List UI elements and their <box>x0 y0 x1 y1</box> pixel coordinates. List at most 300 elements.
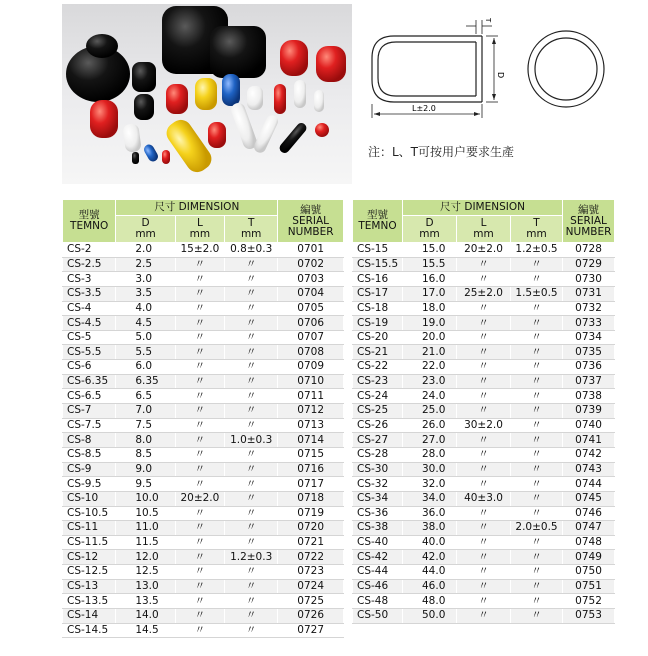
table-row <box>63 374 344 389</box>
table-row <box>63 550 344 565</box>
col-l-unit: mm <box>189 228 211 240</box>
cell-l: 〃 <box>175 345 224 360</box>
cell-model: CS-23 <box>353 374 403 389</box>
cell-t: 〃 <box>225 418 278 433</box>
cell-model: CS-16 <box>353 272 403 287</box>
cell-serial: 0707 <box>278 330 344 345</box>
cell-serial: 0705 <box>278 301 344 316</box>
table-row <box>353 389 615 404</box>
cell-t: 〃 <box>225 404 278 419</box>
cell-d: 20.0 <box>403 330 457 345</box>
cell-model: CS-8 <box>63 433 116 448</box>
cell-model: CS-38 <box>353 521 403 536</box>
cell-t: 〃 <box>511 330 563 345</box>
table-row <box>63 521 344 536</box>
cell-t: 〃 <box>225 257 278 272</box>
cell-d: 38.0 <box>403 521 457 536</box>
cell-t: 〃 <box>511 404 563 419</box>
cell-serial: 0709 <box>278 360 344 375</box>
cell-serial: 0717 <box>278 477 344 492</box>
cell-model: CS-2 <box>63 243 116 258</box>
cell-d: 3.5 <box>116 286 175 301</box>
cell-t: 〃 <box>225 535 278 550</box>
cell-t: 〃 <box>511 374 563 389</box>
cell-model: CS-7 <box>63 404 116 419</box>
cell-d: 36.0 <box>403 506 457 521</box>
table-row <box>63 345 344 360</box>
cell-d: 13.5 <box>116 594 175 609</box>
cell-model: CS-4 <box>63 301 116 316</box>
table-row <box>353 316 615 331</box>
cell-model: CS-17 <box>353 286 403 301</box>
table-row <box>63 565 344 580</box>
cell-d: 15.0 <box>403 243 457 258</box>
cell-t: 〃 <box>511 345 563 360</box>
cell-t: 〃 <box>225 521 278 536</box>
cell-t: 〃 <box>511 316 563 331</box>
table-row <box>353 418 615 433</box>
cell-l: 〃 <box>175 477 224 492</box>
cell-d: 26.0 <box>403 418 457 433</box>
cell-serial: 0743 <box>563 462 615 477</box>
col-l-unit: mm <box>473 228 494 240</box>
cell-serial: 0734 <box>563 330 615 345</box>
cell-t: 〃 <box>511 506 563 521</box>
cell-l: 〃 <box>175 360 224 375</box>
header-serial-en-1: SERIAL <box>570 214 607 227</box>
cell-d: 19.0 <box>403 316 457 331</box>
cell-serial: 0741 <box>563 433 615 448</box>
table-row <box>353 579 615 594</box>
cell-serial: 0704 <box>278 286 344 301</box>
table-row <box>63 257 344 272</box>
table-row <box>63 579 344 594</box>
col-t-label: T <box>533 217 540 229</box>
table-row <box>353 374 615 389</box>
header-model-cn: 型號 <box>78 209 100 221</box>
cell-l: 〃 <box>175 286 224 301</box>
cell-t: 〃 <box>511 565 563 580</box>
cell-t: 2.0±0.5 <box>511 521 563 536</box>
table-body-right <box>353 243 615 624</box>
cell-model: CS-26 <box>353 418 403 433</box>
cell-model: CS-11 <box>63 521 116 536</box>
cell-t: 〃 <box>225 374 278 389</box>
cell-t: 〃 <box>511 550 563 565</box>
cell-model: CS-6.35 <box>63 374 116 389</box>
cell-model: CS-14.5 <box>63 623 116 638</box>
header-model-cn: 型號 <box>367 209 388 221</box>
cell-serial: 0726 <box>278 609 344 624</box>
cell-l: 〃 <box>457 579 511 594</box>
cell-serial: 0722 <box>278 550 344 565</box>
header-col-l <box>175 216 224 243</box>
cell-l: 〃 <box>457 272 511 287</box>
cell-l: 〃 <box>457 447 511 462</box>
table-row <box>63 272 344 287</box>
cell-l: 〃 <box>175 301 224 316</box>
header-serial <box>278 200 344 243</box>
cell-serial: 0751 <box>563 579 615 594</box>
col-d-unit: mm <box>135 228 156 240</box>
table-row <box>353 345 615 360</box>
table-row <box>63 286 344 301</box>
cell-d: 9.0 <box>116 462 175 477</box>
cell-l: 〃 <box>457 477 511 492</box>
cell-t: 0.8±0.3 <box>225 243 278 258</box>
header-col-d <box>403 216 457 243</box>
cell-model: CS-14 <box>63 609 116 624</box>
header-model <box>63 200 116 243</box>
cell-d: 18.0 <box>403 301 457 316</box>
table-row <box>353 404 615 419</box>
cell-d: 48.0 <box>403 594 457 609</box>
cell-l: 20±2.0 <box>457 243 511 258</box>
cell-model: CS-32 <box>353 477 403 492</box>
header-col-t <box>225 216 278 243</box>
header-model-en: TEMNO <box>70 220 109 232</box>
cell-model: CS-13.5 <box>63 594 116 609</box>
cell-serial: 0735 <box>563 345 615 360</box>
table-row <box>63 404 344 419</box>
cell-t: 〃 <box>511 360 563 375</box>
cell-serial: 0729 <box>563 257 615 272</box>
cell-serial: 0727 <box>278 623 344 638</box>
cell-t: 〃 <box>225 477 278 492</box>
cell-l: 〃 <box>457 330 511 345</box>
cap-dimension-diagram <box>362 14 622 134</box>
cell-model: CS-48 <box>353 594 403 609</box>
cell-l: 〃 <box>457 462 511 477</box>
cell-serial: 0712 <box>278 404 344 419</box>
cell-serial: 0719 <box>278 506 344 521</box>
cell-d: 9.5 <box>116 477 175 492</box>
cell-serial: 0706 <box>278 316 344 331</box>
table-row <box>63 506 344 521</box>
cell-d: 40.0 <box>403 535 457 550</box>
cell-l: 20±2.0 <box>175 491 224 506</box>
cell-model: CS-3.5 <box>63 286 116 301</box>
cell-serial: 0702 <box>278 257 344 272</box>
cell-l: 〃 <box>457 316 511 331</box>
cell-l: 〃 <box>175 579 224 594</box>
cell-d: 11.0 <box>116 521 175 536</box>
cell-t: 〃 <box>225 565 278 580</box>
cell-serial: 0742 <box>563 447 615 462</box>
cell-l: 〃 <box>175 609 224 624</box>
cell-d: 10.5 <box>116 506 175 521</box>
cell-d: 5.0 <box>116 330 175 345</box>
cell-l: 〃 <box>457 506 511 521</box>
table-row <box>63 535 344 550</box>
customization-note: 注：L、T可按用户要求生產 <box>368 145 515 159</box>
cell-d: 28.0 <box>403 447 457 462</box>
table-row <box>63 301 344 316</box>
cell-model: CS-3 <box>63 272 116 287</box>
cell-t: 1.2±0.5 <box>511 243 563 258</box>
cell-serial: 0724 <box>278 579 344 594</box>
cell-serial: 0731 <box>563 286 615 301</box>
cell-t: 〃 <box>511 609 563 624</box>
cell-d: 32.0 <box>403 477 457 492</box>
cell-l: 〃 <box>457 301 511 316</box>
cell-model: CS-24 <box>353 389 403 404</box>
cell-d: 42.0 <box>403 550 457 565</box>
cell-t: 〃 <box>511 491 563 506</box>
cell-t: 〃 <box>225 301 278 316</box>
header-col-d <box>116 216 175 243</box>
header-serial-cn: 編號 <box>300 203 322 216</box>
cell-serial: 0720 <box>278 521 344 536</box>
cell-model: CS-28 <box>353 447 403 462</box>
cell-d: 6.0 <box>116 360 175 375</box>
cell-l: 30±2.0 <box>457 418 511 433</box>
cell-l: 〃 <box>175 565 224 580</box>
cell-d: 12.0 <box>116 550 175 565</box>
cell-d: 24.0 <box>403 389 457 404</box>
cell-model: CS-19 <box>353 316 403 331</box>
cell-model: CS-25 <box>353 404 403 419</box>
cell-t: 〃 <box>511 579 563 594</box>
table-row <box>353 330 615 345</box>
label-thickness: T <box>484 18 492 23</box>
table-row <box>353 506 615 521</box>
table-row <box>63 389 344 404</box>
header-model <box>353 200 403 243</box>
header-serial-cn: 編號 <box>578 203 600 216</box>
cell-d: 15.5 <box>403 257 457 272</box>
cell-l: 〃 <box>457 594 511 609</box>
cell-d: 7.0 <box>116 404 175 419</box>
cell-t: 〃 <box>511 257 563 272</box>
cell-serial: 0715 <box>278 447 344 462</box>
table-row <box>353 477 615 492</box>
cell-model: CS-15 <box>353 243 403 258</box>
cell-t: 〃 <box>225 330 278 345</box>
table-row <box>63 623 344 638</box>
cell-serial: 0703 <box>278 272 344 287</box>
cell-model: CS-18 <box>353 301 403 316</box>
cell-d: 6.35 <box>116 374 175 389</box>
cell-l: 〃 <box>457 433 511 448</box>
cell-l: 〃 <box>457 565 511 580</box>
col-l-label: L <box>480 217 487 229</box>
table-row <box>63 418 344 433</box>
cell-l: 40±3.0 <box>457 491 511 506</box>
cell-d: 34.0 <box>403 491 457 506</box>
cell-d: 22.0 <box>403 360 457 375</box>
cell-t: 〃 <box>225 491 278 506</box>
table-row <box>353 360 615 375</box>
cell-t: 1.0±0.3 <box>225 433 278 448</box>
cell-d: 6.5 <box>116 389 175 404</box>
cell-l: 〃 <box>175 433 224 448</box>
table-row <box>63 609 344 624</box>
cell-t: 〃 <box>225 579 278 594</box>
cell-serial: 0747 <box>563 521 615 536</box>
col-l-label: L <box>196 217 203 229</box>
cell-model: CS-12 <box>63 550 116 565</box>
table-row <box>353 535 615 550</box>
cell-t: 〃 <box>511 462 563 477</box>
table-row <box>353 594 615 609</box>
cell-t: 1.2±0.3 <box>225 550 278 565</box>
cell-t: 〃 <box>225 316 278 331</box>
header-serial-en-2: NUMBER <box>287 225 334 238</box>
cell-l: 〃 <box>175 330 224 345</box>
cell-l: 〃 <box>457 374 511 389</box>
cell-l: 〃 <box>175 521 224 536</box>
cell-d: 2.5 <box>116 257 175 272</box>
table-row <box>353 521 615 536</box>
table-row <box>63 462 344 477</box>
cell-model: CS-44 <box>353 565 403 580</box>
table-row <box>353 491 615 506</box>
table-row <box>353 609 615 624</box>
cell-serial: 0746 <box>563 506 615 521</box>
cell-d: 50.0 <box>403 609 457 624</box>
cell-d: 4.5 <box>116 316 175 331</box>
cell-d: 5.5 <box>116 345 175 360</box>
cell-model: CS-27 <box>353 433 403 448</box>
cell-model: CS-10.5 <box>63 506 116 521</box>
cell-model: CS-8.5 <box>63 447 116 462</box>
label-length: L±2.0 <box>412 104 436 113</box>
cell-model: CS-46 <box>353 579 403 594</box>
cell-serial: 0738 <box>563 389 615 404</box>
cell-d: 10.0 <box>116 491 175 506</box>
cell-d: 46.0 <box>403 579 457 594</box>
cell-model: CS-2.5 <box>63 257 116 272</box>
cell-model: CS-20 <box>353 330 403 345</box>
cell-model: CS-5 <box>63 330 116 345</box>
cell-model: CS-15.5 <box>353 257 403 272</box>
cell-l: 〃 <box>175 550 224 565</box>
cell-d: 7.5 <box>116 418 175 433</box>
cell-t: 〃 <box>511 301 563 316</box>
table-row <box>353 447 615 462</box>
cell-serial: 0744 <box>563 477 615 492</box>
cell-model: CS-21 <box>353 345 403 360</box>
table-row <box>63 594 344 609</box>
table-row <box>63 360 344 375</box>
cell-l: 〃 <box>457 389 511 404</box>
cell-l: 〃 <box>175 404 224 419</box>
cell-l: 〃 <box>457 609 511 624</box>
cell-model: CS-34 <box>353 491 403 506</box>
cell-serial: 0708 <box>278 345 344 360</box>
cell-model: CS-13 <box>63 579 116 594</box>
cell-serial: 0721 <box>278 535 344 550</box>
cell-serial: 0749 <box>563 550 615 565</box>
table-row <box>353 243 615 258</box>
cell-model: CS-42 <box>353 550 403 565</box>
col-d-label: D <box>141 217 150 229</box>
cell-t: 〃 <box>225 447 278 462</box>
cell-d: 8.0 <box>116 433 175 448</box>
cell-t: 〃 <box>511 535 563 550</box>
table-row <box>353 550 615 565</box>
table-row <box>353 257 615 272</box>
col-d-unit: mm <box>419 228 440 240</box>
cell-d: 25.0 <box>403 404 457 419</box>
table-body-left <box>63 243 344 638</box>
cell-l: 〃 <box>457 535 511 550</box>
header-serial-en-2: NUMBER <box>565 225 612 238</box>
header-col-t <box>511 216 563 243</box>
cell-d: 17.0 <box>403 286 457 301</box>
cell-model: CS-9.5 <box>63 477 116 492</box>
product-photo <box>62 4 352 184</box>
cell-l: 〃 <box>175 257 224 272</box>
col-d-label: D <box>425 217 434 229</box>
cell-d: 4.0 <box>116 301 175 316</box>
cell-serial: 0739 <box>563 404 615 419</box>
cell-d: 14.0 <box>116 609 175 624</box>
cell-l: 〃 <box>175 462 224 477</box>
cell-l: 〃 <box>175 506 224 521</box>
spec-table-left <box>62 199 344 638</box>
header-model-en: TEMNO <box>358 220 397 232</box>
header-dimension: 尺寸 DIMENSION <box>403 200 563 216</box>
cell-l: 〃 <box>457 550 511 565</box>
cell-serial: 0740 <box>563 418 615 433</box>
header-dimension: 尺寸 DIMENSION <box>116 200 278 216</box>
cell-l: 〃 <box>175 316 224 331</box>
cell-t: 〃 <box>511 477 563 492</box>
cell-d: 23.0 <box>403 374 457 389</box>
cell-serial: 0725 <box>278 594 344 609</box>
cell-model: CS-10 <box>63 491 116 506</box>
table-row <box>63 330 344 345</box>
cell-model: CS-22 <box>353 360 403 375</box>
technical-drawing <box>362 14 622 134</box>
cell-d: 21.0 <box>403 345 457 360</box>
cell-t: 〃 <box>225 272 278 287</box>
spec-table-right <box>352 199 615 624</box>
cell-t: 〃 <box>225 345 278 360</box>
cell-model: CS-30 <box>353 462 403 477</box>
cell-serial: 0728 <box>563 243 615 258</box>
header-serial-en-1: SERIAL <box>292 214 330 227</box>
table-row <box>63 243 344 258</box>
cell-d: 3.0 <box>116 272 175 287</box>
table-row <box>353 301 615 316</box>
cell-t: 〃 <box>511 418 563 433</box>
cell-d: 2.0 <box>116 243 175 258</box>
cell-model: CS-7.5 <box>63 418 116 433</box>
table-row <box>353 286 615 301</box>
table-row <box>63 433 344 448</box>
cell-t: 〃 <box>225 623 278 638</box>
cell-model: CS-4.5 <box>63 316 116 331</box>
cell-l: 〃 <box>457 404 511 419</box>
table-row <box>63 316 344 331</box>
cell-l: 〃 <box>175 389 224 404</box>
cell-serial: 0711 <box>278 389 344 404</box>
cell-serial: 0732 <box>563 301 615 316</box>
header-serial <box>563 200 615 243</box>
cell-l: 〃 <box>175 272 224 287</box>
cell-model: CS-9 <box>63 462 116 477</box>
cell-t: 〃 <box>511 447 563 462</box>
cell-l: 25±2.0 <box>457 286 511 301</box>
col-t-unit: mm <box>240 228 262 240</box>
table-row <box>63 477 344 492</box>
cell-t: 〃 <box>225 389 278 404</box>
table-row <box>353 565 615 580</box>
cell-d: 27.0 <box>403 433 457 448</box>
